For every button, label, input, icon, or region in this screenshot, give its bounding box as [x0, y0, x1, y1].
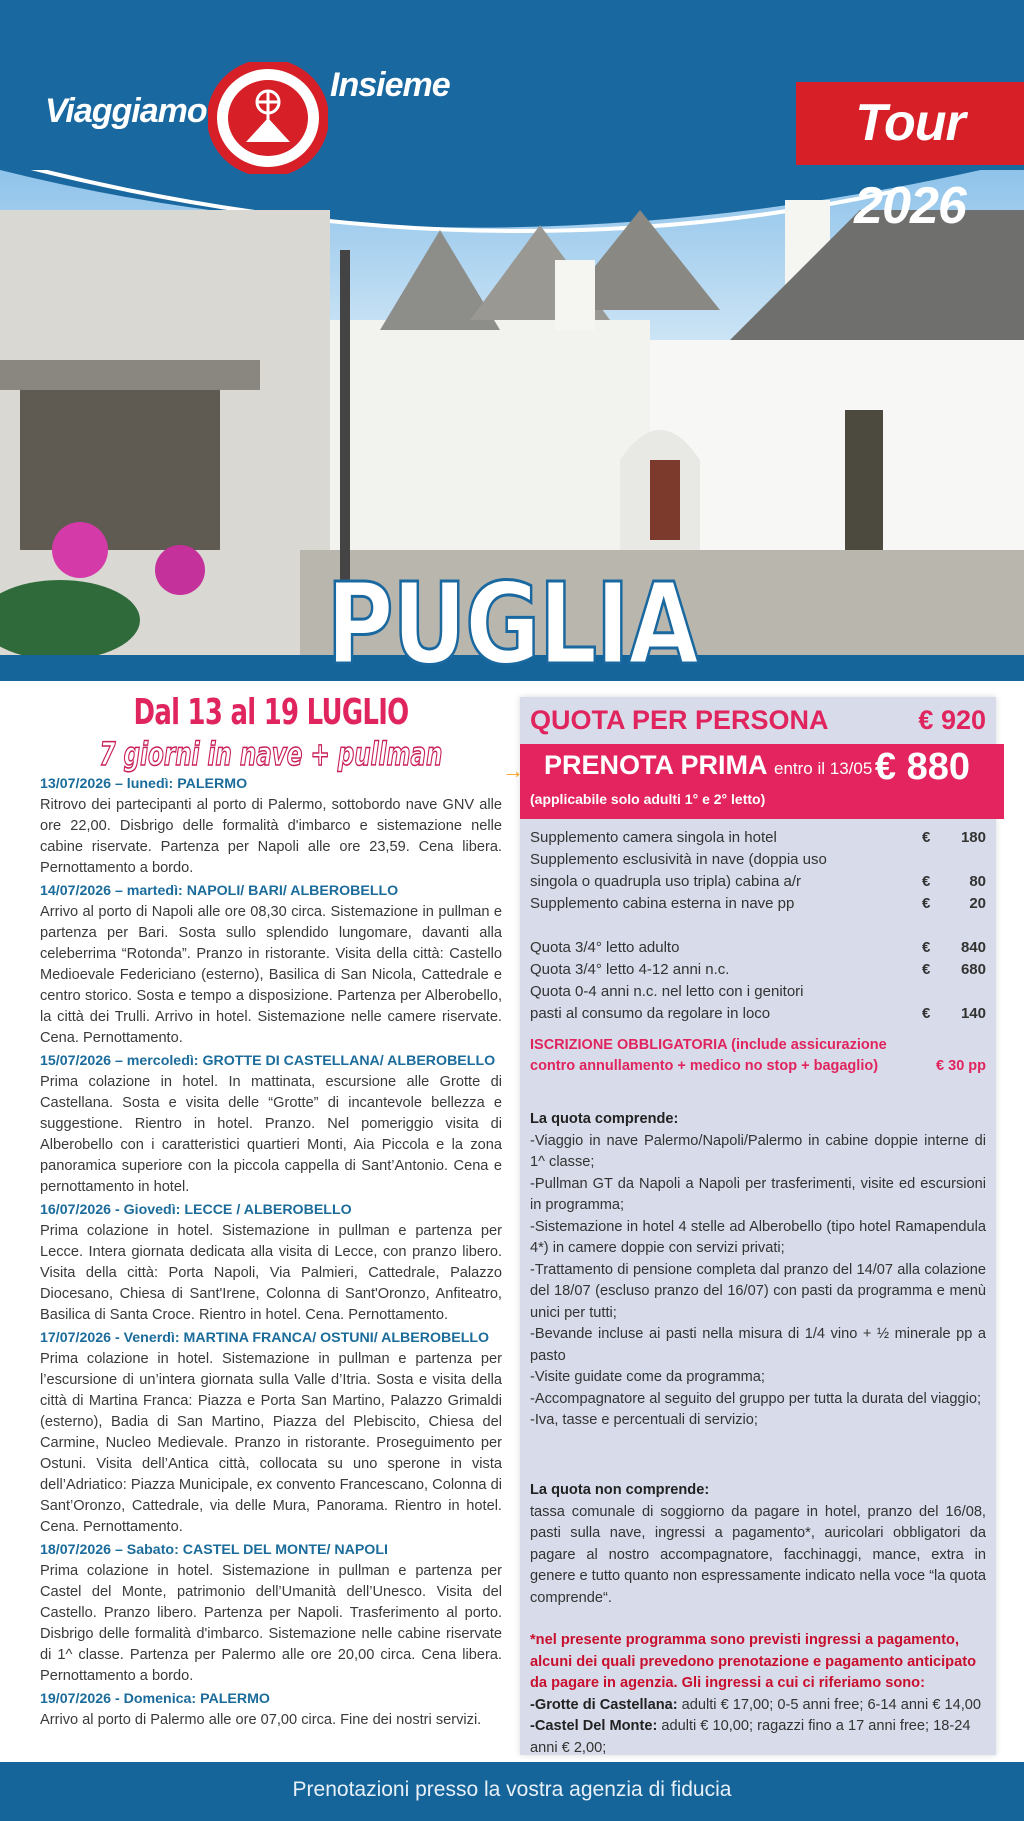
includes-item: -Trattamento di pensione completa dal pranzo del 14/07 alla colazione del 18/07 (escluso pranzo del 16/07) con pasti da programma e menù unici per tutti; — [530, 1261, 986, 1321]
price-amount — [922, 937, 986, 959]
amount: 840 — [960, 939, 986, 956]
price-rows — [530, 827, 986, 1077]
includes-item: -Accompagnatore al seguito del gruppo per tutta la durata del viaggio; — [530, 1390, 982, 1407]
day-heading: 14/07/2026 – martedì: NAPOLI/ BARI/ ALBEROBELLO — [40, 883, 399, 899]
early-label: PRENOTA PRIMA — [544, 750, 767, 780]
excludes-title: La quota non comprende: — [530, 1482, 710, 1498]
day-text: Prima colazione in hotel. In mattinata, escursione alle Grotte di Castellana. Sosta e visita delle “Grotte” di incantevole bellezza e suggestione. Rientro in hotel. Pranzo. Nel pomeriggio visita di Alberobello con i caratteristici quartieri Monti, Aia Piccola e la zona panoramica superiore con la piccola cappella di Sant’Antonio. Cena e pernottamento in hotel. — [40, 1074, 502, 1195]
includes-section — [530, 1109, 986, 1432]
price-row — [530, 871, 986, 893]
day-text: Prima colazione in hotel. Sistemazione in pullman e partenza per Lecce. Intera giornata dedicata alla visita di Lecce, con pranzo libero. Visita della città: Porta Napoli, Via Palmieri, Cattedrale, Palazzo Diocesano, Chiesa di Sant'Irene, Colonna di Sant'Oronzo, Anfiteatro, Basilica di Santa Croce. Rientro in hotel. Cena. Pernottamento. — [40, 1223, 502, 1323]
entrance-name: -Grotte di Castellana: — [530, 1696, 678, 1713]
includes-item: -Iva, tasse e percentuali di servizio; — [530, 1412, 758, 1428]
price-amount — [922, 871, 986, 893]
registration-row — [530, 1035, 986, 1077]
day-list — [40, 774, 502, 1731]
pricing-panel — [502, 697, 996, 1756]
excludes-section — [530, 1480, 986, 1609]
amount: 140 — [960, 1005, 986, 1022]
early-deadline: entro il 13/05 — [774, 759, 873, 778]
early-booking-banner — [502, 744, 1004, 819]
day-text: Arrivo al porto di Napoli alle ore 08,30 circa. Sistemazione in pullman e partenza per Bari. Sosta sullo splendido lungomare, davanti alla celeberrima “Rotonda”. Pranzo in ristorante. Visita della città: Castello Medioevale Federiciano (esterno), Basilica di San Nicola, Cattedrale e centro storico. Sosta e tempo a disposizione. Partenza per Alberobello, la città dei Trulli. Arrivo in hotel. Sistemazione nelle camere riservate. Cena. Pernottamento. — [40, 904, 502, 1046]
excludes-text: tassa comunale di soggiorno da pagare in hotel, pranzo del 16/08, pasti sulla nave, ingressi a pagamento*, auricolari obbligatori da pagare al nostro accompagnatore, facchinaggi, mance, extra in genere e tutto quanto non espressamente indicato nella voce “la quota comprende“. — [530, 1503, 986, 1606]
amount: 680 — [960, 961, 986, 978]
entrances-section — [530, 1630, 986, 1759]
price-label: Quota 0-4 anni n.c. nel letto con i genitori — [530, 983, 804, 1000]
entrance-item — [530, 1695, 986, 1717]
includes-item: -Sistemazione in hotel 4 stelle ad Alberobello (tipo hotel Ramapendula 4*) in camere doppie con servizi privati; — [530, 1218, 986, 1256]
includes-item: -Bevande incluse ai pasti nella misura di 1/4 vino + ½ minerale pp a pasto — [530, 1326, 986, 1364]
price-amount — [922, 981, 986, 1003]
entrance-name: -Castel Del Monte: — [530, 1718, 658, 1734]
price-label: Quota 3/4° letto 4-12 anni n.c. — [530, 961, 730, 978]
day-heading: 13/07/2026 – lunedì: PALERMO — [40, 776, 248, 792]
price-row — [530, 849, 986, 871]
price-amount — [922, 849, 986, 871]
registration-text: contro annullamento + medico no stop + bagaglio) — [530, 1058, 879, 1074]
price-label: Quota 3/4° letto adulto — [530, 939, 680, 956]
brand-name-left: Viaggiamo — [45, 92, 207, 130]
itinerary — [40, 690, 502, 1731]
tour-badge: Tour 2026 — [796, 82, 1024, 165]
day-heading: 17/07/2026 - Venerdì: MARTINA FRANCA/ OSTUNI/ ALBEROBELLO — [40, 1330, 490, 1346]
price-amount — [922, 893, 986, 915]
currency: € — [922, 873, 931, 890]
includes-item: -Viaggio in nave Palermo/Napoli/Palermo in cabine doppie interne di 1^ classe; — [530, 1132, 986, 1170]
day-text: Ritrovo dei partecipanti al porto di Palermo, sottobordo nave GNV alle ore 22,00. Disbrigo delle formalità d'imbarco e sistemazione nelle cabine riservate. Partenza per Napoli alle ore 23,59. Cena libera. Pernottamento a bordo. — [40, 797, 502, 876]
footer-banner: Prenotazioni presso la vostra agenzia di fiducia — [0, 1762, 1024, 1821]
price-row — [530, 937, 986, 959]
registration-text: ISCRIZIONE OBBLIGATORIA (include assicurazione — [530, 1037, 887, 1053]
brand-name-right: Insieme — [330, 66, 450, 104]
price-amount — [922, 959, 986, 981]
quota-label: QUOTA PER PERSONA — [530, 705, 829, 735]
day-heading: 19/07/2026 - Domenica: PALERMO — [40, 1691, 270, 1707]
entrances-note: *nel presente programma sono previsti ingressi a pagamento, alcuni dei quali prevedono prenotazione e pagamento anticipato da pagare in agenzia. Gli ingressi a cui ci riferiamo sono: — [530, 1632, 976, 1691]
amount: 20 — [969, 895, 986, 912]
entrance-prices: adulti € 10,00; ragazzi fino a 17 anni free; 18-24 anni € 2,00; — [530, 1718, 971, 1756]
price-row — [530, 959, 986, 981]
includes-title: La quota comprende: — [530, 1111, 679, 1127]
day-heading: 16/07/2026 - Giovedì: LECCE / ALBEROBELLO — [40, 1202, 352, 1218]
currency: € — [922, 829, 931, 846]
dates-title: Dal 13 al 19 LUGLIO — [133, 692, 409, 733]
entrance-prices: adulti € 17,00; 0-5 anni free; 6-14 anni € 14,00 — [677, 1696, 982, 1713]
quota-row — [530, 705, 986, 736]
amount: 80 — [969, 873, 986, 890]
day-heading: 15/07/2026 – mercoledì: GROTTE DI CASTELLANA/ ALBEROBELLO — [40, 1053, 496, 1069]
price-label: Supplemento esclusività in nave (doppia uso — [530, 851, 827, 868]
currency: € — [922, 895, 931, 912]
day-text: Prima colazione in hotel. Sistemazione in pullman e partenza per Castel del Monte, patrimonio dell’Umanità dell’Unesco. Visita del Castello. Pranzo libero. Partenza per Napoli. Trasferimento al porto. Disbrigo delle formalità d'imbarco. Sistemazione nelle cabine riservate di 1^ classe. Partenza per Palermo alle ore 20,00 circa. Cena libera. Pernottamento a bordo. — [40, 1563, 502, 1684]
price-label: pasti al consumo da regolare in loco — [530, 1005, 771, 1022]
price-row — [530, 827, 986, 849]
price-amount — [922, 827, 986, 849]
price-row — [530, 981, 986, 1003]
price-amount — [922, 1003, 986, 1025]
currency: € — [922, 961, 931, 978]
early-price: € 880 — [874, 746, 970, 788]
includes-item: -Visite guidate come da programma; — [530, 1369, 765, 1385]
currency: € — [922, 1005, 931, 1022]
trip-subtitle: 7 giorni in nave + pullman — [99, 735, 443, 773]
includes-item: -Pullman GT da Napoli a Napoli per trasferimenti, visite ed escursioni in programma; — [530, 1175, 986, 1213]
entrance-item — [530, 1716, 986, 1759]
company-logo — [208, 62, 328, 174]
day-text: Arrivo al porto di Palermo alle ore 07,00 circa. Fine dei nostri servizi. — [40, 1712, 482, 1728]
price-row — [530, 1003, 986, 1025]
price-label: Supplemento cabina esterna in nave pp — [530, 895, 795, 912]
currency: € — [922, 939, 931, 956]
registration-price: € 30 pp — [936, 1058, 986, 1074]
price-row — [530, 893, 986, 915]
arrow-right-icon: → — [502, 758, 524, 783]
early-note: (applicabile solo adulti 1° e 2° letto) — [530, 791, 766, 807]
destination-title: PUGLIA — [326, 560, 698, 690]
quota-price: € 920 — [918, 705, 986, 735]
price-label: singola o quadrupla uso tripla) cabina a/r — [530, 873, 802, 890]
amount: 180 — [960, 829, 986, 846]
day-heading: 18/07/2026 – Sabato: CASTEL DEL MONTE/ NAPOLI — [40, 1542, 388, 1558]
price-label: Supplemento camera singola in hotel — [530, 829, 777, 846]
day-text: Prima colazione in hotel. Sistemazione in pullman e partenza per l’escursione di un’intera giornata sulla Valle d’Itria. Sosta e visita della città di Martina Franca: Piazza e Porta San Martino, Palazzo Grimaldi (esterno), Badia di San Martino, Piazza del Plebiscito, Chiesa del Carmine, Nucleo Medievale. Pranzo in ristorante. Proseguimento per Ostuni. Visita dell’Antica città, collocata su uno sperone in vista dell’Adriatico: Piazza Municipale, ex convento Francescano, Colonna di Sant’Oronzo, Cattedrale, via delle Mura, Panorama. Rientro in hotel. Cena. Pernottamento. — [40, 1351, 502, 1535]
